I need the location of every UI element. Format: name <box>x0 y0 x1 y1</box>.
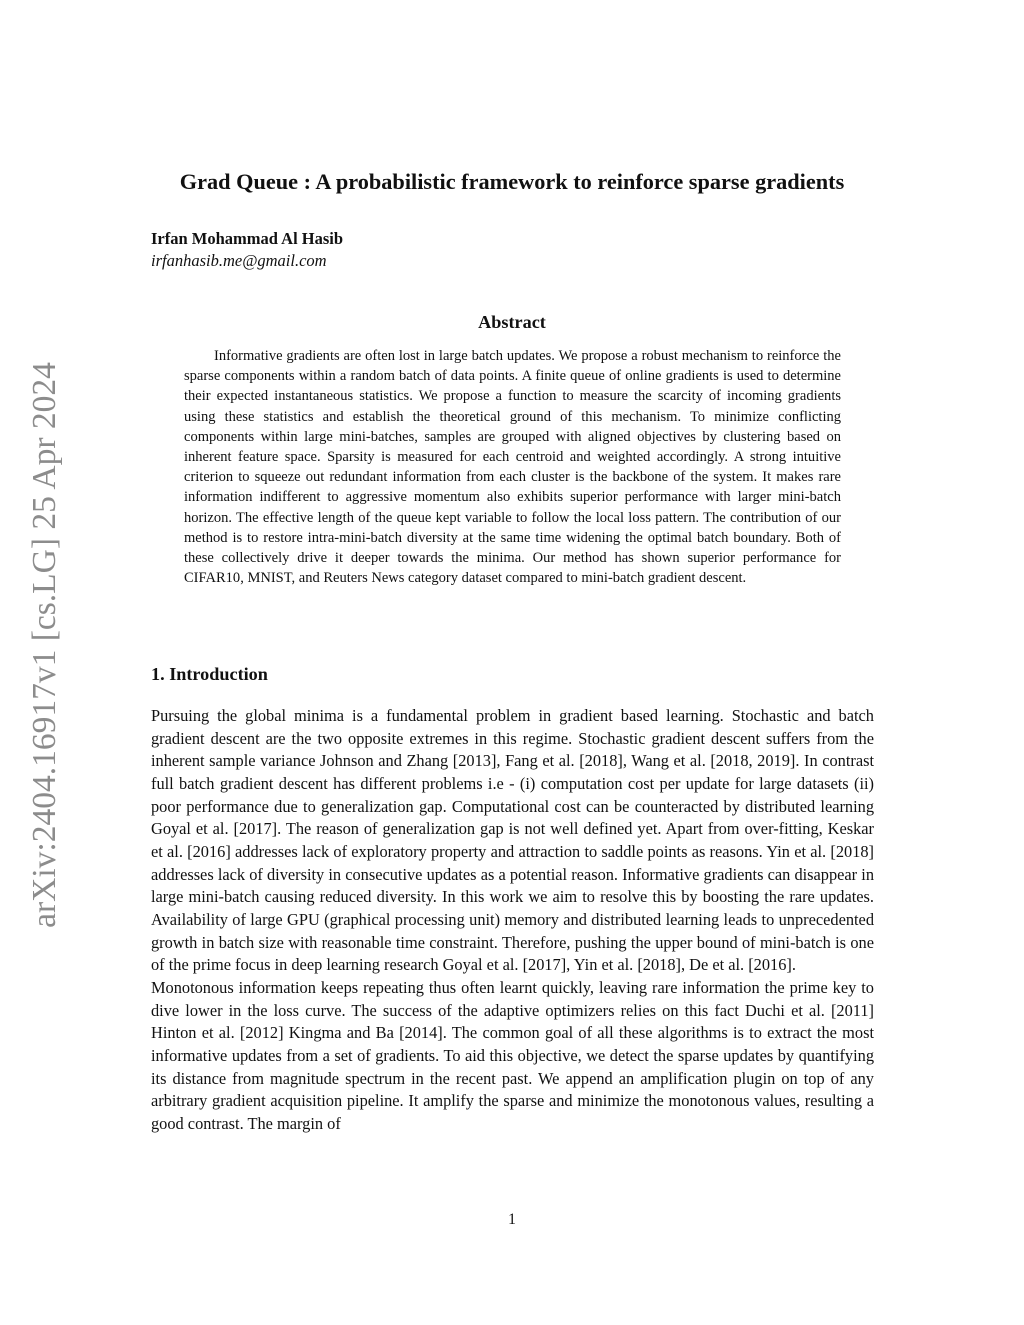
author-name: Irfan Mohammad Al Hasib <box>151 229 344 248</box>
paper-title: Grad Queue : A probabilistic framework to reinforce sparse gradients <box>179 169 845 194</box>
page-number: 1 <box>508 1211 516 1228</box>
abstract-text: Informative gradients are often lost in large batch updates. We propose a robust mechanism to reinforce the sparse components within a random batch of data points. A finite queue of online gradients is used to determine their expected instantaneous statistics. We propose a function to measure the scarcity of incoming gradients using these statistics and establish the theoretical ground of this mechanism. To minimize conflicting components within large mini-batches, samples are grouped with aligned objectives by clustering based on inherent feature space. Sparsity is measured for each centroid and weighted accordingly. A strong intuitive criterion to squeeze out redundant information from each cluster is the backbone of the system. It makes rare information indifferent to aggressive momentum also exhibits superior performance with larger mini-batch horizon. The effective length of the queue kept variable to follow the local loss pattern. The contribution of our method is to restore intra-mini-batch diversity at the same time widening the optimal batch boundary. Both of these collectively drive it deeper towards the minima. Our method has shown superior performance for CIFAR10, MNIST, and Reuters News category dataset compared to mini-batch gradient descent. <box>184 348 841 587</box>
introduction-heading: 1. Introduction <box>151 664 268 684</box>
author-block <box>151 228 343 272</box>
author-email: irfanhasib.me@gmail.com <box>151 251 327 270</box>
introduction-paragraph-2: Monotonous information keeps repeating thus often learnt quickly, leaving rare information the prime key to dive lower in the loss curve. The success of the adaptive optimizers relies on this fact Duchi et al. [2011] Hinton et al. [2012] Kingma and Ba [2014]. The common goal of all these algorithms is to extract the most informative updates from a set of gradients. To aid this objective, we detect the sparse updates by quantifying its distance from magnitude spectrum in the recent past. We append an amplification plugin on top of any arbitrary gradient acquisition pipeline. It amplify the sparse and minimize the monotonous values, resulting a good contrast. The margin of <box>151 977 874 1133</box>
abstract-heading: Abstract <box>478 312 546 332</box>
introduction-body <box>151 705 874 1135</box>
introduction-paragraph-1: Pursuing the global minima is a fundamental problem in gradient based learning. Stochastic and batch gradient descent are the two opposite extremes in this regime. Stochastic gradient descent suffers from the inherent sample variance Johnson and Zhang [2013], Fang et al. [2018], Wang et al. [2018, 2019]. In contrast full batch gradient descent has different problems i.e - (i) computation cost per update for large datasets (ii) poor performance due to generalization gap. Computational cost can be counteracted by distributed learning Goyal et al. [2017]. The reason of generalization gap is not well defined yet. Apart from over-fitting, Keskar et al. [2016] addresses lack of exploratory property and attraction to saddle points as reasons. Yin et al. [2018] addresses lack of diversity in consecutive updates as a potential reason. Informative gradients can disappear in large mini-batch causing reduced diversity. In this work we aim to resolve this by boosting the rare updates. Availability of large GPU (graphical processing unit) memory and distributed learning leads to unprecedented growth in batch size with reasonable time constraint. Therefore, pushing the upper bound of mini-batch is one of the prime focus in deep learning research Goyal et al. [2017], Yin et al. [2018], De et al. [2016]. <box>151 706 874 975</box>
arxiv-identifier: arXiv:2404.16917v1 [cs.LG] 25 Apr 2024 <box>26 362 63 928</box>
